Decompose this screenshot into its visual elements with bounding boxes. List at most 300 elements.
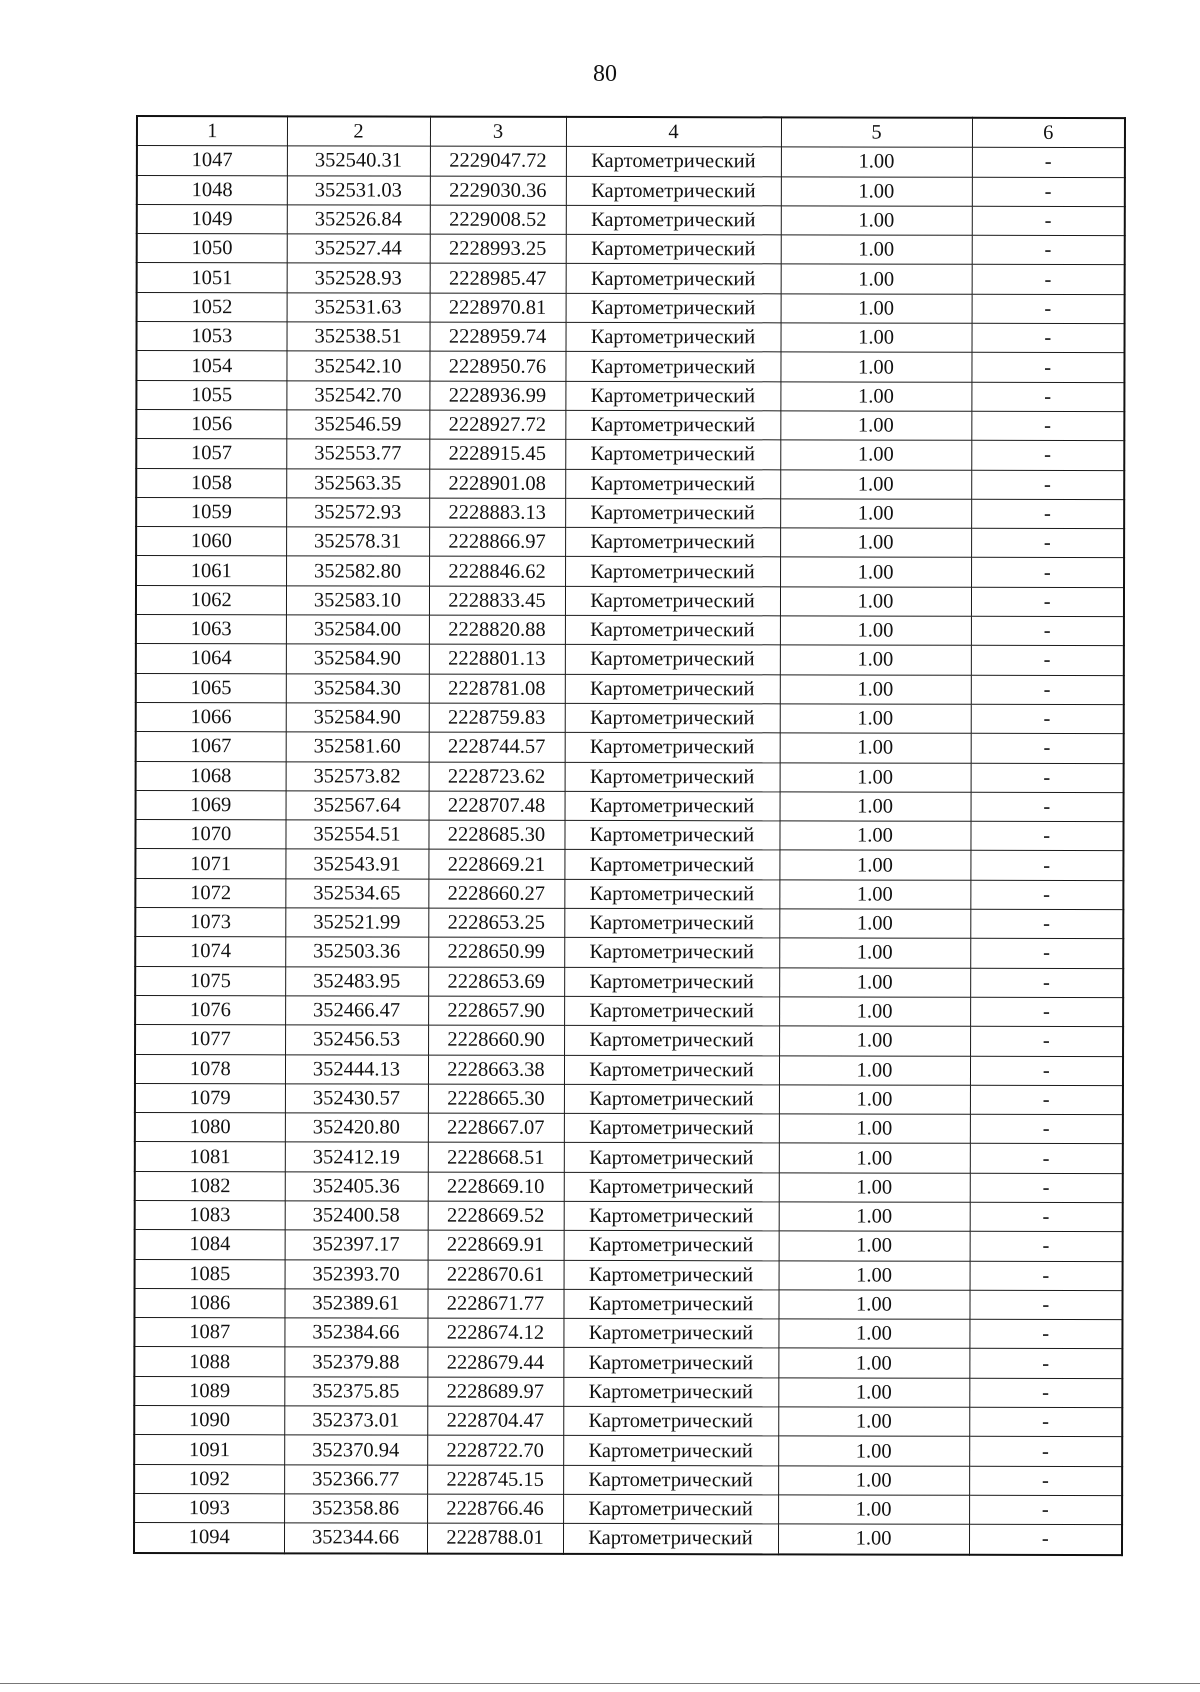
accuracy-cell: 1.00: [779, 1085, 970, 1115]
x-coordinate-cell: 352583.10: [286, 586, 429, 616]
description-cell: -: [971, 704, 1124, 734]
description-cell: -: [971, 733, 1124, 763]
y-coordinate-cell: 2228670.61: [428, 1260, 564, 1290]
table-row: [135, 1200, 1123, 1231]
table-row: [136, 556, 1124, 587]
y-coordinate-cell: 2228950.76: [429, 351, 565, 381]
accuracy-cell: 1.00: [779, 1202, 970, 1232]
y-coordinate-cell: 2228669.10: [428, 1172, 564, 1202]
y-coordinate-cell: 2228759.83: [429, 703, 565, 733]
table-row: [134, 1464, 1122, 1495]
method-cell: Картометрический: [564, 1055, 779, 1085]
y-coordinate-cell: 2228915.45: [429, 439, 565, 469]
description-cell: -: [970, 1026, 1123, 1056]
accuracy-cell: 1.00: [780, 557, 971, 587]
point-number-cell: 1086: [134, 1288, 284, 1318]
method-cell: Картометрический: [564, 1201, 779, 1231]
x-coordinate-cell: 352358.86: [284, 1494, 427, 1524]
point-number-cell: 1056: [136, 409, 286, 439]
table-row: [134, 1288, 1122, 1319]
x-coordinate-cell: 352584.90: [286, 703, 429, 733]
accuracy-cell: 1.00: [780, 382, 971, 412]
point-number-cell: 1077: [135, 1025, 285, 1055]
accuracy-cell: 1.00: [780, 792, 971, 822]
accuracy-cell: 1.00: [779, 997, 970, 1027]
method-cell: Картометрический: [564, 996, 779, 1026]
table-row: [136, 439, 1124, 470]
table-row: [134, 1493, 1122, 1524]
accuracy-cell: 1.00: [780, 645, 971, 675]
table-row: [136, 732, 1124, 763]
method-cell: Картометрический: [565, 410, 780, 440]
method-cell: Картометрический: [565, 615, 780, 645]
table-row: [135, 878, 1123, 909]
y-coordinate-cell: 2228669.91: [428, 1230, 564, 1260]
description-cell: -: [969, 1437, 1122, 1467]
method-cell: Картометрический: [565, 352, 780, 382]
description-cell: -: [971, 558, 1124, 588]
y-coordinate-cell: 2228745.15: [427, 1465, 563, 1495]
x-coordinate-cell: 352400.58: [285, 1201, 428, 1231]
table-row: [135, 966, 1123, 997]
point-number-cell: 1049: [137, 204, 287, 234]
description-cell: -: [971, 616, 1124, 646]
table-row: [136, 351, 1124, 382]
x-coordinate-cell: 352582.80: [286, 556, 429, 586]
table-row: [136, 380, 1124, 411]
table-row: [135, 1171, 1123, 1202]
description-cell: -: [969, 1466, 1122, 1496]
accuracy-cell: 1.00: [780, 762, 971, 792]
point-number-cell: 1072: [135, 878, 285, 908]
method-cell: Картометрический: [564, 1143, 779, 1173]
description-cell: -: [970, 1085, 1123, 1115]
description-cell: -: [971, 763, 1124, 793]
x-coordinate-cell: 352543.91: [285, 849, 428, 879]
point-number-cell: 1090: [134, 1406, 284, 1436]
table-row: [136, 468, 1124, 499]
point-number-cell: 1063: [136, 615, 286, 645]
point-number-cell: 1055: [136, 380, 286, 410]
y-coordinate-cell: 2228665.30: [428, 1084, 564, 1114]
y-coordinate-cell: 2228927.72: [429, 410, 565, 440]
point-number-cell: 1050: [137, 234, 287, 264]
point-number-cell: 1092: [134, 1464, 284, 1494]
x-coordinate-cell: 352373.01: [284, 1406, 427, 1436]
point-number-cell: 1052: [137, 292, 287, 322]
method-cell: Картометрический: [565, 586, 780, 616]
x-coordinate-cell: 352540.31: [287, 146, 430, 176]
x-coordinate-cell: 352534.65: [285, 879, 428, 909]
point-number-cell: 1084: [135, 1230, 285, 1260]
x-coordinate-cell: 352379.88: [284, 1347, 427, 1377]
table-row: [134, 1523, 1122, 1555]
x-coordinate-cell: 352584.90: [286, 644, 429, 674]
table-row: [136, 527, 1124, 558]
table-row: [137, 175, 1125, 206]
description-cell: -: [971, 587, 1124, 617]
point-number-cell: 1082: [135, 1171, 285, 1201]
table-row: [136, 615, 1124, 646]
page-number: 80: [593, 61, 617, 87]
point-number-cell: 1088: [134, 1347, 284, 1377]
description-cell: -: [972, 206, 1125, 236]
table-row: [136, 673, 1124, 704]
x-coordinate-cell: 352542.10: [286, 351, 429, 381]
y-coordinate-cell: 2228667.07: [428, 1113, 564, 1143]
y-coordinate-cell: 2228653.25: [428, 908, 564, 938]
x-coordinate-cell: 352430.57: [285, 1084, 428, 1114]
accuracy-cell: 1.00: [780, 352, 971, 382]
description-cell: -: [969, 1495, 1122, 1525]
table-row: [134, 1318, 1122, 1349]
accuracy-cell: 1.00: [778, 1436, 969, 1466]
x-coordinate-cell: 352466.47: [285, 996, 428, 1026]
method-cell: Картометрический: [565, 528, 780, 558]
description-cell: -: [970, 821, 1123, 851]
y-coordinate-cell: 2228668.51: [428, 1143, 564, 1173]
description-cell: -: [971, 646, 1124, 676]
accuracy-cell: 1.00: [778, 1495, 969, 1525]
accuracy-cell: 1.00: [780, 440, 971, 470]
description-cell: -: [971, 353, 1124, 383]
y-coordinate-cell: 2229030.36: [430, 176, 566, 206]
y-coordinate-cell: 2228883.13: [429, 498, 565, 528]
method-cell: Картометрический: [565, 381, 780, 411]
method-cell: Картометрический: [563, 1377, 778, 1407]
description-cell: -: [969, 1524, 1122, 1554]
description-cell: -: [970, 1173, 1123, 1203]
method-cell: Картометрический: [564, 1231, 779, 1261]
y-coordinate-cell: 2228788.01: [427, 1523, 563, 1553]
accuracy-cell: 1.00: [779, 821, 970, 851]
coordinates-table: [133, 115, 1126, 1556]
point-number-cell: 1061: [136, 556, 286, 586]
table-row: [135, 937, 1123, 968]
point-number-cell: 1080: [135, 1113, 285, 1143]
method-cell: Картометрический: [565, 440, 780, 470]
table-row: [137, 234, 1125, 265]
method-cell: Картометрический: [564, 1172, 779, 1202]
point-number-cell: 1070: [135, 820, 285, 850]
description-cell: -: [970, 1232, 1123, 1262]
y-coordinate-cell: 2228846.62: [429, 557, 565, 587]
accuracy-cell: 1.00: [778, 1524, 969, 1554]
y-coordinate-cell: 2228679.44: [427, 1348, 563, 1378]
method-cell: Картометрический: [564, 1260, 779, 1290]
accuracy-cell: 1.00: [780, 469, 971, 499]
accuracy-cell: 1.00: [780, 587, 971, 617]
method-cell: Картометрический: [566, 322, 781, 352]
method-cell: Картометрический: [564, 1026, 779, 1056]
method-cell: Картометрический: [564, 1084, 779, 1114]
y-coordinate-cell: 2229008.52: [430, 205, 566, 235]
point-number-cell: 1091: [134, 1435, 284, 1465]
y-coordinate-cell: 2228663.38: [428, 1055, 564, 1085]
y-coordinate-cell: 2228704.47: [427, 1406, 563, 1436]
point-number-cell: 1094: [134, 1523, 284, 1553]
table-row: [137, 204, 1125, 235]
x-coordinate-cell: 352578.31: [286, 527, 429, 557]
method-cell: Картометрический: [564, 821, 779, 851]
method-cell: Картометрический: [565, 791, 780, 821]
table-row: [135, 1113, 1123, 1144]
table-row: [135, 908, 1123, 939]
accuracy-cell: 1.00: [781, 235, 972, 265]
x-coordinate-cell: 352567.64: [286, 791, 429, 821]
accuracy-cell: 1.00: [779, 1026, 970, 1056]
x-coordinate-cell: 352370.94: [284, 1435, 427, 1465]
description-cell: -: [972, 177, 1125, 207]
x-coordinate-cell: 352389.61: [284, 1289, 427, 1319]
x-coordinate-cell: 352444.13: [285, 1054, 428, 1084]
method-cell: Картометрический: [564, 1113, 779, 1143]
description-cell: -: [971, 411, 1124, 441]
x-coordinate-cell: 352344.66: [284, 1523, 427, 1553]
method-cell: Картометрический: [566, 176, 781, 206]
accuracy-cell: 1.00: [780, 733, 971, 763]
method-cell: Картометрический: [563, 1494, 778, 1524]
method-cell: Картометрический: [563, 1436, 778, 1466]
point-number-cell: 1054: [136, 351, 286, 381]
description-cell: -: [972, 235, 1125, 265]
method-cell: Картометрический: [565, 703, 780, 733]
accuracy-cell: 1.00: [779, 880, 970, 910]
point-number-cell: 1083: [135, 1200, 285, 1230]
header-row: [137, 116, 1125, 148]
point-number-cell: 1064: [136, 644, 286, 674]
y-coordinate-cell: 2228669.21: [428, 850, 564, 880]
y-coordinate-cell: 2228820.88: [429, 615, 565, 645]
method-cell: Картометрический: [564, 967, 779, 997]
point-number-cell: 1069: [136, 790, 286, 820]
table-row: [134, 1347, 1122, 1378]
column-header: 4: [566, 117, 781, 147]
y-coordinate-cell: 2228722.70: [427, 1435, 563, 1465]
coordinates-table-wrapper: [133, 115, 1126, 1556]
accuracy-cell: 1.00: [778, 1407, 969, 1437]
x-coordinate-cell: 352538.51: [287, 322, 430, 352]
column-header: 6: [972, 118, 1125, 148]
table-row: [134, 1376, 1122, 1407]
accuracy-cell: 1.00: [779, 938, 970, 968]
point-number-cell: 1059: [136, 497, 286, 527]
point-number-cell: 1081: [135, 1142, 285, 1172]
x-coordinate-cell: 352393.70: [285, 1259, 428, 1289]
accuracy-cell: 1.00: [779, 967, 970, 997]
point-number-cell: 1057: [136, 439, 286, 469]
x-coordinate-cell: 352526.84: [287, 205, 430, 235]
x-coordinate-cell: 352531.03: [287, 175, 430, 205]
column-header: 3: [430, 117, 566, 147]
x-coordinate-cell: 352527.44: [287, 234, 430, 264]
description-cell: -: [969, 1407, 1122, 1437]
method-cell: Картометрический: [566, 264, 781, 294]
description-cell: -: [970, 968, 1123, 998]
point-number-cell: 1047: [137, 146, 287, 176]
point-number-cell: 1074: [135, 937, 285, 967]
method-cell: Картометрический: [564, 908, 779, 938]
method-cell: Картометрический: [563, 1289, 778, 1319]
accuracy-cell: 1.00: [781, 264, 972, 294]
x-coordinate-cell: 352554.51: [285, 820, 428, 850]
point-number-cell: 1075: [135, 966, 285, 996]
point-number-cell: 1051: [137, 263, 287, 293]
table-row: [135, 1259, 1123, 1290]
description-cell: -: [972, 323, 1125, 353]
x-coordinate-cell: 352542.70: [286, 380, 429, 410]
table-row: [135, 995, 1123, 1026]
method-cell: Картометрический: [565, 733, 780, 763]
x-coordinate-cell: 352531.63: [287, 293, 430, 323]
accuracy-cell: 1.00: [778, 1348, 969, 1378]
point-number-cell: 1093: [134, 1493, 284, 1523]
table-row: [137, 322, 1125, 353]
method-cell: Картометрический: [566, 205, 781, 235]
table-row: [135, 1054, 1123, 1085]
description-cell: -: [970, 1056, 1123, 1086]
point-number-cell: 1085: [135, 1259, 285, 1289]
y-coordinate-cell: 2228866.97: [429, 527, 565, 557]
y-coordinate-cell: 2228660.90: [428, 1025, 564, 1055]
accuracy-cell: 1.00: [780, 616, 971, 646]
table-row: [136, 409, 1124, 440]
x-coordinate-cell: 352528.93: [287, 263, 430, 293]
method-cell: Картометрический: [563, 1524, 778, 1554]
accuracy-cell: 1.00: [781, 323, 972, 353]
point-number-cell: 1071: [135, 849, 285, 879]
x-coordinate-cell: 352405.36: [285, 1172, 428, 1202]
y-coordinate-cell: 2228901.08: [429, 469, 565, 499]
method-cell: Картометрический: [563, 1465, 778, 1495]
method-cell: Картометрический: [565, 762, 780, 792]
method-cell: Картометрический: [565, 557, 780, 587]
y-coordinate-cell: 2228660.27: [428, 879, 564, 909]
description-cell: -: [970, 1144, 1123, 1174]
point-number-cell: 1060: [136, 527, 286, 557]
x-coordinate-cell: 352563.35: [286, 468, 429, 498]
y-coordinate-cell: 2228833.45: [429, 586, 565, 616]
accuracy-cell: 1.00: [780, 674, 971, 704]
point-number-cell: 1048: [137, 175, 287, 205]
point-number-cell: 1065: [136, 673, 286, 703]
y-coordinate-cell: 2228985.47: [430, 264, 566, 294]
point-number-cell: 1078: [135, 1054, 285, 1084]
description-cell: -: [970, 997, 1123, 1027]
description-cell: -: [969, 1349, 1122, 1379]
y-coordinate-cell: 2228657.90: [428, 996, 564, 1026]
description-cell: -: [971, 441, 1124, 471]
description-cell: -: [970, 1261, 1123, 1291]
y-coordinate-cell: 2228781.08: [429, 674, 565, 704]
accuracy-cell: 1.00: [779, 909, 970, 939]
table-row: [136, 497, 1124, 528]
accuracy-cell: 1.00: [779, 850, 970, 880]
point-number-cell: 1067: [136, 732, 286, 762]
x-coordinate-cell: 352581.60: [286, 732, 429, 762]
table-row: [134, 1406, 1122, 1437]
point-number-cell: 1089: [134, 1376, 284, 1406]
description-cell: -: [970, 939, 1123, 969]
point-number-cell: 1079: [135, 1083, 285, 1113]
table-row: [135, 1230, 1123, 1261]
y-coordinate-cell: 2228689.97: [427, 1377, 563, 1407]
x-coordinate-cell: 352375.85: [284, 1377, 427, 1407]
description-cell: -: [971, 382, 1124, 412]
y-coordinate-cell: 2228959.74: [430, 322, 566, 352]
accuracy-cell: 1.00: [781, 294, 972, 324]
y-coordinate-cell: 2228671.77: [427, 1289, 563, 1319]
table-row: [134, 1435, 1122, 1466]
table-row: [135, 1083, 1123, 1114]
table-row: [136, 585, 1124, 616]
accuracy-cell: 1.00: [780, 411, 971, 441]
method-cell: Картометрический: [566, 235, 781, 265]
table-row: [136, 644, 1124, 675]
description-cell: -: [971, 792, 1124, 822]
accuracy-cell: 1.00: [778, 1319, 969, 1349]
method-cell: Картометрический: [564, 850, 779, 880]
y-coordinate-cell: 2228653.69: [428, 967, 564, 997]
x-coordinate-cell: 352553.77: [286, 439, 429, 469]
point-number-cell: 1066: [136, 702, 286, 732]
x-coordinate-cell: 352584.00: [286, 615, 429, 645]
description-cell: -: [972, 148, 1125, 178]
accuracy-cell: 1.00: [779, 1114, 970, 1144]
description-cell: -: [971, 470, 1124, 500]
table-row: [136, 790, 1124, 821]
description-cell: -: [969, 1319, 1122, 1349]
table-row: [137, 146, 1125, 177]
accuracy-cell: 1.00: [778, 1466, 969, 1496]
description-cell: -: [970, 880, 1123, 910]
point-number-cell: 1076: [135, 995, 285, 1025]
x-coordinate-cell: 352572.93: [286, 498, 429, 528]
method-cell: Картометрический: [563, 1319, 778, 1349]
x-coordinate-cell: 352483.95: [285, 966, 428, 996]
y-coordinate-cell: 2229047.72: [430, 146, 566, 176]
y-coordinate-cell: 2228936.99: [429, 381, 565, 411]
x-coordinate-cell: 352521.99: [285, 908, 428, 938]
x-coordinate-cell: 352420.80: [285, 1113, 428, 1143]
table-row: [136, 761, 1124, 792]
y-coordinate-cell: 2228707.48: [429, 791, 565, 821]
description-cell: -: [971, 528, 1124, 558]
y-coordinate-cell: 2228744.57: [429, 732, 565, 762]
y-coordinate-cell: 2228993.25: [430, 234, 566, 264]
column-header: 2: [287, 116, 430, 146]
method-cell: Картометрический: [565, 674, 780, 704]
point-number-cell: 1073: [135, 908, 285, 938]
accuracy-cell: 1.00: [779, 1055, 970, 1085]
accuracy-cell: 1.00: [779, 1231, 970, 1261]
description-cell: -: [971, 499, 1124, 529]
y-coordinate-cell: 2228801.13: [429, 644, 565, 674]
accuracy-cell: 1.00: [780, 704, 971, 734]
description-cell: -: [970, 1202, 1123, 1232]
method-cell: Картометрический: [564, 938, 779, 968]
y-coordinate-cell: 2228766.46: [427, 1494, 563, 1524]
x-coordinate-cell: 352412.19: [285, 1142, 428, 1172]
table-row: [135, 1142, 1123, 1173]
table-body: [134, 146, 1125, 1555]
point-number-cell: 1053: [137, 322, 287, 352]
x-coordinate-cell: 352397.17: [285, 1230, 428, 1260]
accuracy-cell: 1.00: [781, 176, 972, 206]
method-cell: Картометрический: [565, 498, 780, 528]
description-cell: -: [969, 1378, 1122, 1408]
description-cell: -: [970, 1114, 1123, 1144]
